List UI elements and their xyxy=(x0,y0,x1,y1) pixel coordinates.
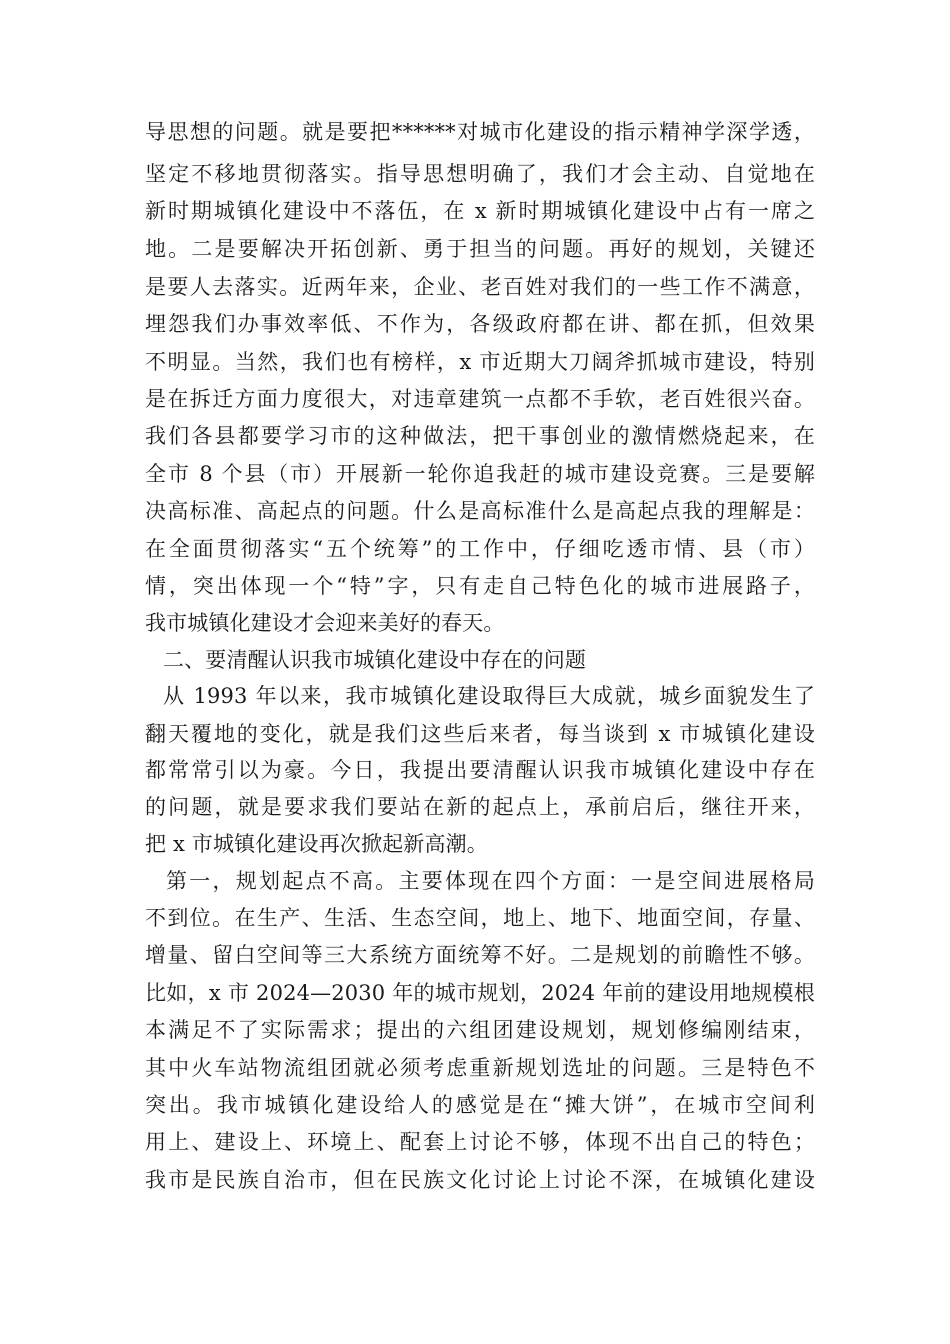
text-line: 在全面贯彻落实“五个统筹”的工作中，仔细吃透市情、县（市） xyxy=(145,537,815,561)
text-line: 情，突出体现一个“特”字，只有走自己特色化的城市进展路子， xyxy=(145,574,815,598)
text-line: 我市是民族自治市，但在民族文化讨论上讨论不深，在城镇化建设 xyxy=(145,1168,815,1192)
text-line: 把 x 市城镇化建设再次掀起新高潮。 xyxy=(145,832,488,856)
text-line: 从 1993 年以来，我市城镇化建设取得巨大成就，城乡面貌发生了 xyxy=(163,684,815,708)
text-line: 不明显。当然，我们也有榜样，x 市近期大刀阔斧抓城市建设，特别 xyxy=(145,350,815,374)
text-line: 我们各县都要学习市的这种做法，把干事创业的激情燃烧起来，在 xyxy=(145,424,815,448)
text-line: 地。二是要解决开拓创新、勇于担当的问题。再好的规划，关键还 xyxy=(145,237,815,261)
text-line: 坚定不移地贯彻落实。指导思想明确了，我们才会主动、自觉地在 xyxy=(145,162,815,186)
text-line: 是在拆迁方面力度很大，对违章建筑一点都不手软，老百姓很兴奋。 xyxy=(145,387,815,411)
text-line: 用上、建设上、环境上、配套上讨论不够，体现不出自己的特色； xyxy=(145,1130,815,1154)
text-line: 增量、留白空间等三大系统方面统筹不好。二是规划的前瞻性不够。 xyxy=(145,943,815,967)
text-line: 其中火车站物流组团就必须考虑重新规划选址的问题。三是特色不 xyxy=(145,1056,815,1080)
text-line: 不到位。在生产、生活、生态空间，地上、地下、地面空间，存量、 xyxy=(145,906,815,930)
text-line: 突出。我市城镇化建设给人的感觉是在“摊大饼”，在城市空间利 xyxy=(145,1093,815,1117)
text-line: 比如，x 市 2024—2030 年的城市规划，2024 年前的建设用地规模根 xyxy=(145,981,815,1005)
text-line: 都常常引以为豪。今日，我提出要清醒认识我市城镇化建设中存在 xyxy=(145,758,815,782)
text-line: 是要人去落实。近两年来，企业、老百姓对我们的一些工作不满意， xyxy=(145,275,815,299)
text-line: 的问题，就是要求我们要站在新的起点上，承前启后，继往开来， xyxy=(145,795,815,819)
text-line: 本满足不了实际需求；提出的六组团建设规划，规划修编刚结束， xyxy=(145,1018,815,1042)
text-line: 导思想的问题。就是要把******对城市化建设的指示精神学深学透， xyxy=(145,120,815,144)
text-line: 我市城镇化建设才会迎来美好的春天。 xyxy=(145,611,505,635)
text-line: 埋怨我们办事效率低、不作为，各级政府都在讲、都在抓，但效果 xyxy=(145,312,815,336)
section-heading: 二、要清醒认识我市城镇化建设中存在的问题 xyxy=(163,648,586,672)
text-line: 翻天覆地的变化，就是我们这些后来者，每当谈到 x 市城镇化建设 xyxy=(145,722,815,746)
text-line: 第一，规划起点不高。主要体现在四个方面：一是空间进展格局 xyxy=(166,869,815,893)
text-line: 决高标准、高起点的问题。什么是高标准什么是高起点我的理解是： xyxy=(145,499,815,523)
text-line: 新时期城镇化建设中不落伍，在 x 新时期城镇化建设中占有一席之 xyxy=(145,199,815,223)
text-line: 全市 8 个县（市）开展新一轮你追我赶的城市建设竞赛。三是要解 xyxy=(145,462,815,486)
